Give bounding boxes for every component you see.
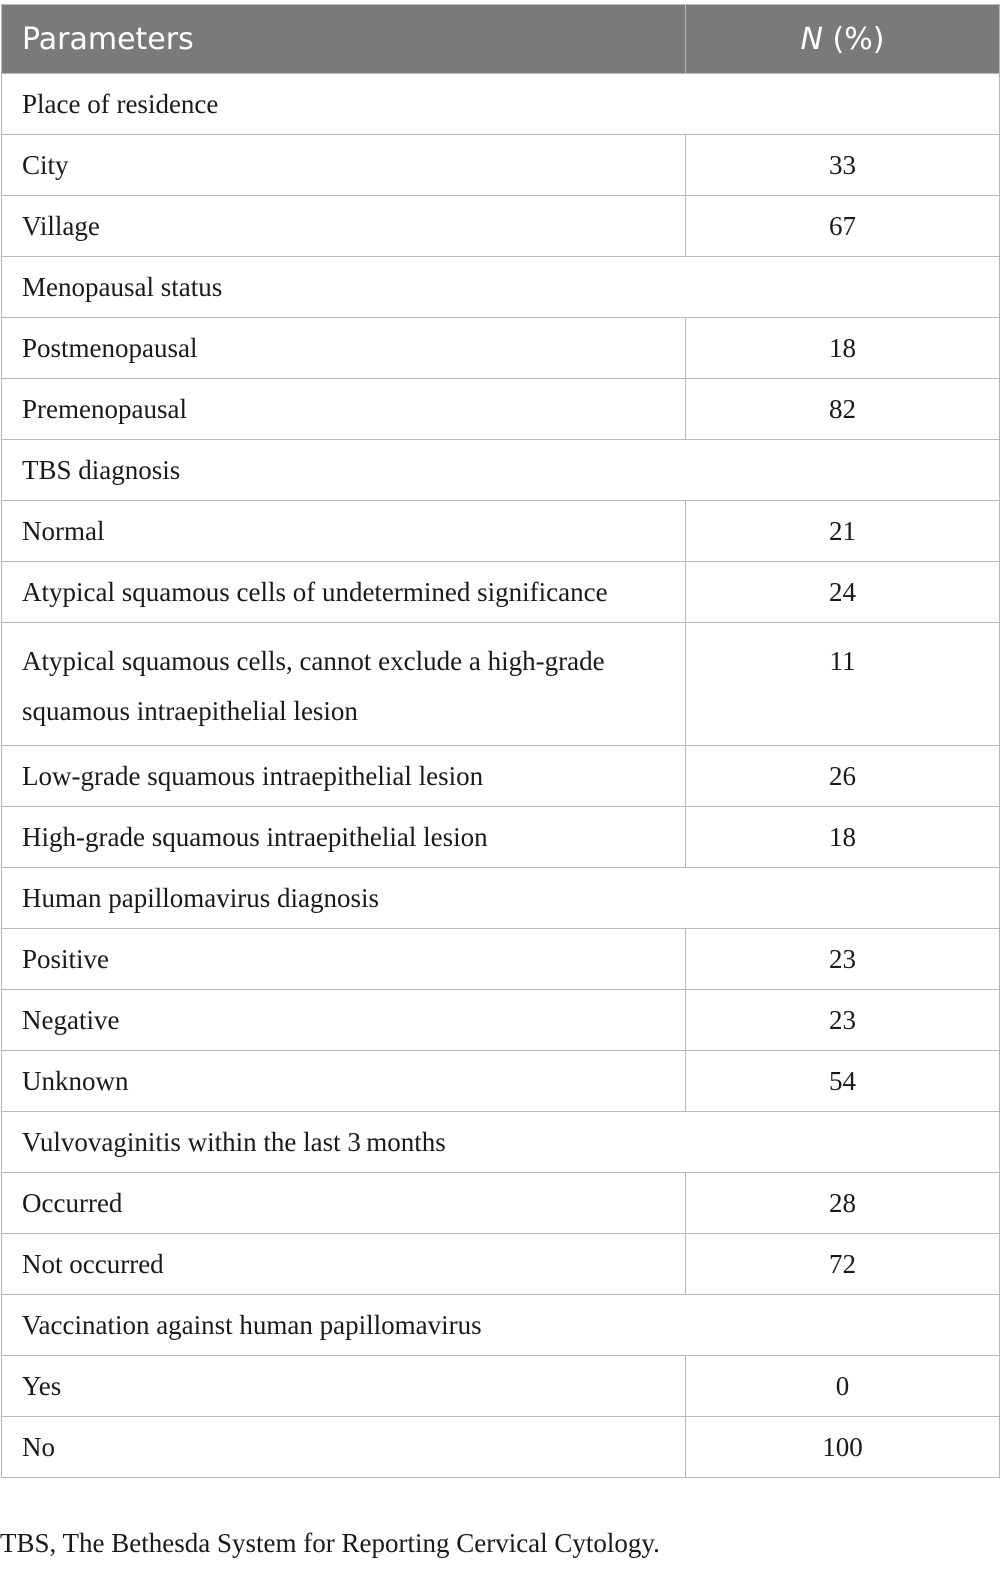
row-label: Premenopausal <box>2 379 686 440</box>
row-value: 82 <box>686 379 1000 440</box>
group-label: Menopausal status <box>2 257 1000 318</box>
header-n-suffix: (%) <box>823 21 885 57</box>
group-label: Place of residence <box>2 74 1000 135</box>
row-value: 23 <box>686 990 1000 1051</box>
row-value: 100 <box>686 1417 1000 1478</box>
row-label: Yes <box>2 1356 686 1417</box>
row-label: City <box>2 135 686 196</box>
row-value: 18 <box>686 318 1000 379</box>
table-row <box>2 1234 1000 1295</box>
header-n-italic: N <box>800 21 823 57</box>
header-n-percent <box>686 5 1000 74</box>
row-label: Village <box>2 196 686 257</box>
row-label: Postmenopausal <box>2 318 686 379</box>
row-value: 33 <box>686 135 1000 196</box>
row-value: 28 <box>686 1173 1000 1234</box>
row-label: Normal <box>2 501 686 562</box>
row-value: 23 <box>686 929 1000 990</box>
group-header-row <box>2 74 1000 135</box>
table-header-row <box>2 5 1000 74</box>
row-label: Atypical squamous cells, cannot exclude a high-grade squamous intraepithelial lesion <box>2 623 686 746</box>
group-header-row <box>2 1295 1000 1356</box>
row-value: 26 <box>686 746 1000 807</box>
table-row <box>2 623 1000 746</box>
table-footnote: TBS, The Bethesda System for Reporting Cervical Cytology. <box>0 1528 660 1558</box>
table-row <box>2 1173 1000 1234</box>
group-label: TBS diagnosis <box>2 440 1000 501</box>
table-row <box>2 135 1000 196</box>
row-label: High-grade squamous intraepithelial lesion <box>2 807 686 868</box>
row-value: 0 <box>686 1356 1000 1417</box>
table-row <box>2 1356 1000 1417</box>
row-label: Not occurred <box>2 1234 686 1295</box>
row-label: Negative <box>2 990 686 1051</box>
row-value: 67 <box>686 196 1000 257</box>
parameters-table <box>1 4 1000 1478</box>
row-value: 54 <box>686 1051 1000 1112</box>
row-value: 11 <box>686 623 1000 746</box>
row-value: 18 <box>686 807 1000 868</box>
row-value: 72 <box>686 1234 1000 1295</box>
table-row <box>2 929 1000 990</box>
table-row <box>2 807 1000 868</box>
table-row <box>2 1051 1000 1112</box>
group-header-row <box>2 440 1000 501</box>
header-parameters: Parameters <box>2 5 686 74</box>
table-row <box>2 318 1000 379</box>
group-header-row <box>2 1112 1000 1173</box>
table-row <box>2 1417 1000 1478</box>
row-label: Unknown <box>2 1051 686 1112</box>
group-label: Human papillomavirus diagnosis <box>2 868 1000 929</box>
table-row <box>2 501 1000 562</box>
group-label: Vulvovaginitis within the last 3 months <box>2 1112 1000 1173</box>
table-body <box>2 74 1000 1478</box>
row-label: Positive <box>2 929 686 990</box>
group-label: Vaccination against human papillomavirus <box>2 1295 1000 1356</box>
row-value: 24 <box>686 562 1000 623</box>
table-row <box>2 990 1000 1051</box>
table-row <box>2 196 1000 257</box>
row-label: No <box>2 1417 686 1478</box>
row-label: Low-grade squamous intraepithelial lesion <box>2 746 686 807</box>
row-label: Atypical squamous cells of undetermined significance <box>2 562 686 623</box>
table-row <box>2 746 1000 807</box>
group-header-row <box>2 257 1000 318</box>
table-row <box>2 562 1000 623</box>
group-header-row <box>2 868 1000 929</box>
row-label: Occurred <box>2 1173 686 1234</box>
row-value: 21 <box>686 501 1000 562</box>
table-row <box>2 379 1000 440</box>
